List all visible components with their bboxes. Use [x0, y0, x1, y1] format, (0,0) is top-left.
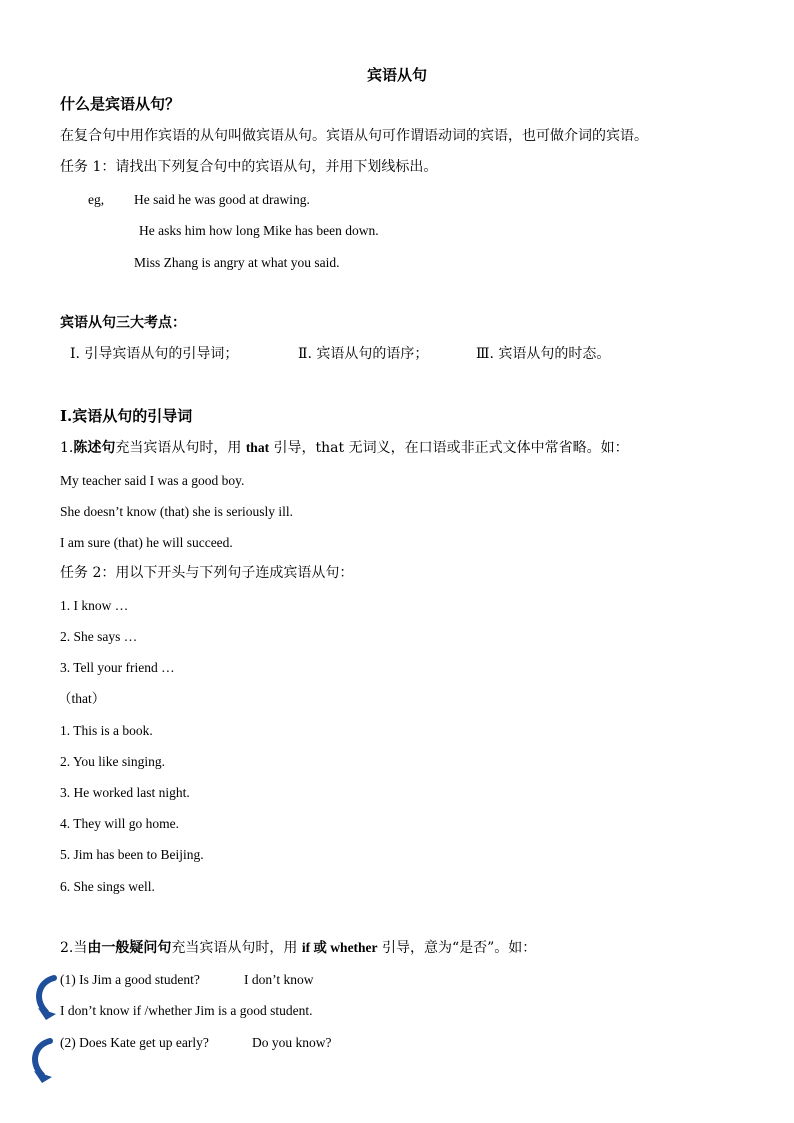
rule1-text-a: 充当宾语从句时，用	[115, 440, 246, 456]
sentence-5: 5. Jim has been to Beijing.	[60, 847, 204, 862]
ex2-answer-1: I don’t know if /whether Jim is a good student.	[60, 1003, 313, 1018]
points-heading: 宾语从句三大考点：	[60, 315, 186, 331]
section1-heading: Ⅰ.宾语从句的引导词	[60, 407, 193, 425]
example-sentence-2: He asks him how long Mike has been down.	[139, 223, 379, 238]
rule2-keyword: if 或 whether	[301, 940, 378, 955]
eg-label: eg,	[88, 192, 105, 207]
rule1-line	[60, 439, 629, 457]
rule1-text-b: 引导，that 无词义，在口语或非正式文体中常省略。如：	[269, 440, 629, 456]
rule1-example-3: I am sure (that) he will succeed.	[60, 535, 233, 550]
rule2-text-a: 当	[73, 940, 88, 956]
ex2-question-2: (2) Does Kate get up early?	[60, 1035, 209, 1050]
rule1-num: 1.	[60, 440, 74, 456]
rule2-line	[60, 939, 536, 957]
task1-text: 任务 1：请找出下列复合句中的宾语从句，并用下划线标出。	[60, 159, 438, 175]
definition-text: 在复合句中用作宾语的从句叫做宾语从句。宾语从句可作谓语动词的宾语，也可做介词的宾语。	[60, 128, 648, 144]
rule2-term: 由一般疑问句	[87, 940, 172, 956]
rule2-num: 2.	[60, 940, 74, 956]
ex2-lead-1: I don’t know	[244, 972, 314, 987]
intro-heading: 什么是宾语从句？	[60, 95, 181, 113]
ex2-lead-2: Do you know?	[252, 1035, 332, 1050]
example-sentence-3: Miss Zhang is angry at what you said.	[134, 255, 340, 270]
sentence-1: 1. This is a book.	[60, 723, 153, 738]
starter-3: 3. Tell your friend …	[60, 660, 175, 675]
sentence-4: 4. They will go home.	[60, 816, 179, 831]
sentence-6: 6. She sings well.	[60, 879, 155, 894]
sentence-3: 3. He worked last night.	[60, 785, 190, 800]
rule1-keyword: that	[245, 440, 270, 455]
starter-1: 1. I know …	[60, 598, 129, 613]
ex2-question-1: (1) Is Jim a good student?	[60, 972, 200, 987]
curved-arrow-icon	[32, 974, 62, 1022]
point-item-2: Ⅱ. 宾语从句的语序；	[298, 346, 429, 362]
that-hint: （that）	[58, 691, 106, 706]
starter-2: 2. She says …	[60, 629, 138, 644]
example-sentence-1: He said he was good at drawing.	[134, 192, 310, 207]
rule1-term: 陈述句	[73, 440, 116, 456]
rule2-text-b: 充当宾语从句时，用	[171, 940, 302, 956]
point-item-3: Ⅲ. 宾语从句的时态。	[476, 346, 611, 362]
rule1-example-1: My teacher said I was a good boy.	[60, 473, 245, 488]
sentence-2: 2. You like singing.	[60, 754, 166, 769]
rule1-example-2: She doesn’t know (that) she is seriously ill.	[60, 504, 293, 519]
page-title: 宾语从句	[366, 66, 427, 84]
point-item-1: Ⅰ. 引导宾语从句的引导词；	[70, 346, 239, 362]
task2-text: 任务 2：用以下开头与下列句子连成宾语从句：	[60, 565, 354, 581]
curved-arrow-icon	[28, 1037, 58, 1085]
rule2-text-c: 引导，意为“是否”。如：	[377, 940, 537, 956]
